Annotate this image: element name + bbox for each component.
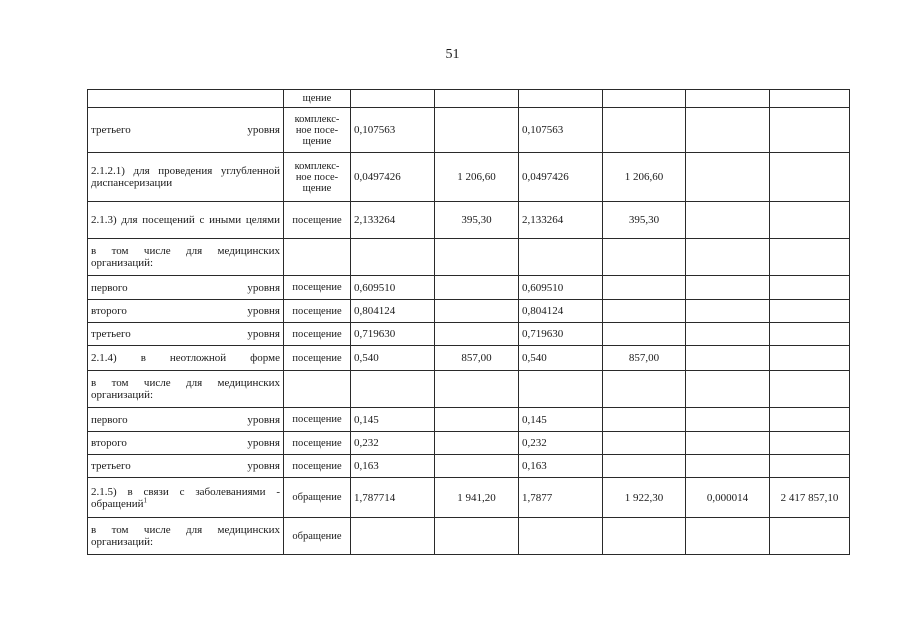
norm-cell <box>351 276 435 300</box>
norm-cell <box>686 455 770 478</box>
indicator-cell <box>88 478 284 518</box>
cell-text: 857,00 <box>628 352 660 364</box>
table-row <box>88 90 850 108</box>
norm-cell <box>519 371 603 408</box>
unit-cell <box>284 202 351 239</box>
norm-cell <box>351 371 435 408</box>
unit-cell <box>284 371 351 408</box>
norm-cell <box>351 455 435 478</box>
cost-cell <box>435 408 519 432</box>
table-row <box>88 478 850 518</box>
cell-text: 0,107563 <box>522 124 564 136</box>
cost-cell <box>435 202 519 239</box>
indicator-cell <box>88 346 284 371</box>
cost-cell <box>770 346 850 371</box>
norm-cell <box>686 276 770 300</box>
cell-text: 0,540 <box>522 352 547 364</box>
cell-text: первого уровня <box>91 281 280 294</box>
cost-cell <box>603 371 686 408</box>
cell-text: щение <box>302 93 332 104</box>
cost-cell <box>603 408 686 432</box>
cost-cell <box>603 323 686 346</box>
norm-cell <box>351 239 435 276</box>
cost-cell <box>435 455 519 478</box>
table-row <box>88 108 850 153</box>
cost-cell <box>603 108 686 153</box>
norm-cell <box>351 323 435 346</box>
norm-cell <box>686 518 770 555</box>
cell-text: обращение <box>292 492 342 503</box>
cell-text: 2.1.2.1) для проведения углубленной диспансеризации <box>91 165 280 189</box>
indicator-cell <box>88 300 284 323</box>
cost-cell <box>770 108 850 153</box>
norm-cell <box>519 108 603 153</box>
cell-text: 0,540 <box>354 352 379 364</box>
cell-text: посещение <box>292 328 342 340</box>
cell-text: 1 922,30 <box>624 491 664 504</box>
norm-cell <box>351 432 435 455</box>
cell-text: 0,719630 <box>522 328 564 340</box>
cost-cell <box>770 202 850 239</box>
cell-text: 0,719630 <box>354 328 396 340</box>
indicator-cell <box>88 408 284 432</box>
cost-cell <box>435 90 519 108</box>
cost-cell <box>770 371 850 408</box>
cell-text: второго уровня <box>91 437 280 449</box>
cost-cell <box>603 455 686 478</box>
cell-text: третьего уровня <box>91 328 280 340</box>
cell-text: 1 206,60 <box>457 171 496 183</box>
norm-cell <box>686 432 770 455</box>
norm-cell <box>686 408 770 432</box>
norm-cell <box>686 202 770 239</box>
indicator-cell <box>88 202 284 239</box>
norm-cell <box>686 323 770 346</box>
cell-text: 1,7877 <box>522 491 553 504</box>
cost-cell <box>770 478 850 518</box>
indicator-cell <box>88 371 284 408</box>
cell-text: третьего уровня <box>91 460 280 472</box>
cell-text: 2,133264 <box>354 214 396 226</box>
norm-cell <box>351 346 435 371</box>
indicator-cell <box>88 108 284 153</box>
unit-cell <box>284 239 351 276</box>
norm-cell <box>351 408 435 432</box>
norm-cell <box>519 455 603 478</box>
unit-cell <box>284 108 351 153</box>
cell-text: 0,804124 <box>522 305 564 317</box>
cell-text: первого уровня <box>91 413 280 426</box>
unit-cell <box>284 408 351 432</box>
page-number: 51 <box>445 47 460 62</box>
cell-text: 0,232 <box>522 437 547 449</box>
cost-cell <box>603 346 686 371</box>
norm-cell <box>351 108 435 153</box>
cost-cell <box>603 300 686 323</box>
cost-cell <box>603 478 686 518</box>
cost-cell <box>435 432 519 455</box>
cell-text: 0,145 <box>522 413 547 426</box>
norm-cell <box>351 478 435 518</box>
cell-text: 2 417 857,10 <box>780 491 839 504</box>
cell-text: в том числе для медицинских организаций: <box>91 245 280 269</box>
norm-cell <box>519 202 603 239</box>
norm-cell <box>351 300 435 323</box>
cell-text: 1 206,60 <box>624 171 664 183</box>
norm-cell <box>686 239 770 276</box>
table-row <box>88 408 850 432</box>
cost-cell <box>435 518 519 555</box>
norm-cell <box>686 371 770 408</box>
cell-text: 2.1.4) в неотложной форме <box>91 352 280 364</box>
unit-cell <box>284 153 351 202</box>
cell-text: посещение <box>292 214 342 226</box>
norm-cell <box>686 300 770 323</box>
cell-text: 857,00 <box>461 352 492 364</box>
norm-cell <box>351 202 435 239</box>
indicator-cell <box>88 90 284 108</box>
norm-cell <box>519 276 603 300</box>
cell-text: обращение <box>292 530 342 542</box>
norm-cell <box>686 346 770 371</box>
indicator-cell <box>88 323 284 346</box>
table-row <box>88 300 850 323</box>
table-row <box>88 432 850 455</box>
norm-cell <box>519 239 603 276</box>
norm-cell <box>519 518 603 555</box>
indicator-cell <box>88 455 284 478</box>
norm-cell <box>519 300 603 323</box>
cost-cell <box>603 239 686 276</box>
cell-text: 0,163 <box>522 460 547 472</box>
cost-cell <box>603 153 686 202</box>
cost-cell <box>770 432 850 455</box>
cell-text: посещение <box>292 414 342 425</box>
cell-text: 0,232 <box>354 437 379 449</box>
unit-cell <box>284 323 351 346</box>
indicator-cell <box>88 239 284 276</box>
cost-cell <box>770 153 850 202</box>
unit-cell <box>284 90 351 108</box>
unit-cell <box>284 432 351 455</box>
cost-cell <box>435 371 519 408</box>
table-row <box>88 323 850 346</box>
cost-cell <box>603 90 686 108</box>
unit-cell <box>284 300 351 323</box>
cost-cell <box>770 455 850 478</box>
unit-cell <box>284 276 351 300</box>
cost-cell <box>603 276 686 300</box>
cost-cell <box>770 300 850 323</box>
cost-cell <box>770 408 850 432</box>
cell-text: 2.1.3) для посещений с иными целями <box>91 214 280 226</box>
cell-text: 0,0497426 <box>354 171 401 183</box>
norm-cell <box>519 432 603 455</box>
norm-cell <box>686 153 770 202</box>
indicator-cell <box>88 518 284 555</box>
data-table <box>87 89 850 555</box>
cell-text: 395,30 <box>628 214 660 226</box>
cell-text: в том числе для медицинских организаций: <box>91 377 280 401</box>
cell-text: посещение <box>292 305 342 317</box>
cost-cell <box>603 518 686 555</box>
cell-text: 0,0497426 <box>522 171 569 183</box>
table-row <box>88 239 850 276</box>
cell-text: второго уровня <box>91 305 280 317</box>
cost-cell <box>770 276 850 300</box>
norm-cell <box>351 153 435 202</box>
cost-cell <box>770 239 850 276</box>
cost-cell <box>435 153 519 202</box>
cost-cell <box>435 276 519 300</box>
footnote-mark: 1 <box>143 495 147 504</box>
cell-text: 0,145 <box>354 413 379 426</box>
cell-text: 2.1.5) в связи с заболеваниями - обращений <box>91 485 280 510</box>
cost-cell <box>435 300 519 323</box>
norm-cell <box>519 478 603 518</box>
cost-cell <box>435 239 519 276</box>
unit-cell <box>284 455 351 478</box>
table-row <box>88 276 850 300</box>
unit-cell <box>284 478 351 518</box>
norm-cell <box>351 518 435 555</box>
cost-cell <box>435 478 519 518</box>
norm-cell <box>519 346 603 371</box>
norm-cell <box>686 478 770 518</box>
table-row <box>88 455 850 478</box>
cell-text: 2,133264 <box>522 214 564 226</box>
table-row <box>88 371 850 408</box>
table-row <box>88 202 850 239</box>
cost-cell <box>770 90 850 108</box>
cell-text: посещение <box>292 352 342 364</box>
unit-cell <box>284 518 351 555</box>
norm-cell <box>351 90 435 108</box>
cell-text: 1,787714 <box>354 491 396 504</box>
cell-text: комплекс-ное посе-щение <box>294 113 340 147</box>
cell-text: 0,609510 <box>354 281 396 294</box>
indicator-cell <box>88 432 284 455</box>
table-body <box>88 90 850 555</box>
cost-cell <box>770 518 850 555</box>
cell-text: в том числе для медицинских организаций: <box>91 524 280 548</box>
cell-text: 0,609510 <box>522 281 564 294</box>
norm-cell <box>519 323 603 346</box>
norm-cell <box>686 108 770 153</box>
cell-text: комплекс-ное посе-щение <box>294 160 340 194</box>
cost-cell <box>603 432 686 455</box>
indicator-cell <box>88 153 284 202</box>
cell-text: 0,163 <box>354 460 379 472</box>
table-row <box>88 518 850 555</box>
table-row <box>88 153 850 202</box>
indicator-cell <box>88 276 284 300</box>
cost-cell <box>435 108 519 153</box>
cell-text: 0,804124 <box>354 305 396 317</box>
unit-cell <box>284 346 351 371</box>
cell-text: 0,107563 <box>354 124 396 136</box>
norm-cell <box>686 90 770 108</box>
norm-cell <box>519 90 603 108</box>
norm-cell <box>519 153 603 202</box>
cell-text: посещение <box>292 437 342 449</box>
cell-text: 395,30 <box>461 214 492 226</box>
cost-cell <box>435 346 519 371</box>
cost-cell <box>770 323 850 346</box>
cell-text: 0,000014 <box>706 491 749 504</box>
cell-text: третьего уровня <box>91 124 280 136</box>
cost-cell <box>603 202 686 239</box>
cell-text: посещение <box>292 282 342 293</box>
cell-text: посещение <box>292 460 342 472</box>
table-row <box>88 346 850 371</box>
cell-text: 1 941,20 <box>457 491 496 504</box>
cost-cell <box>435 323 519 346</box>
norm-cell <box>519 408 603 432</box>
